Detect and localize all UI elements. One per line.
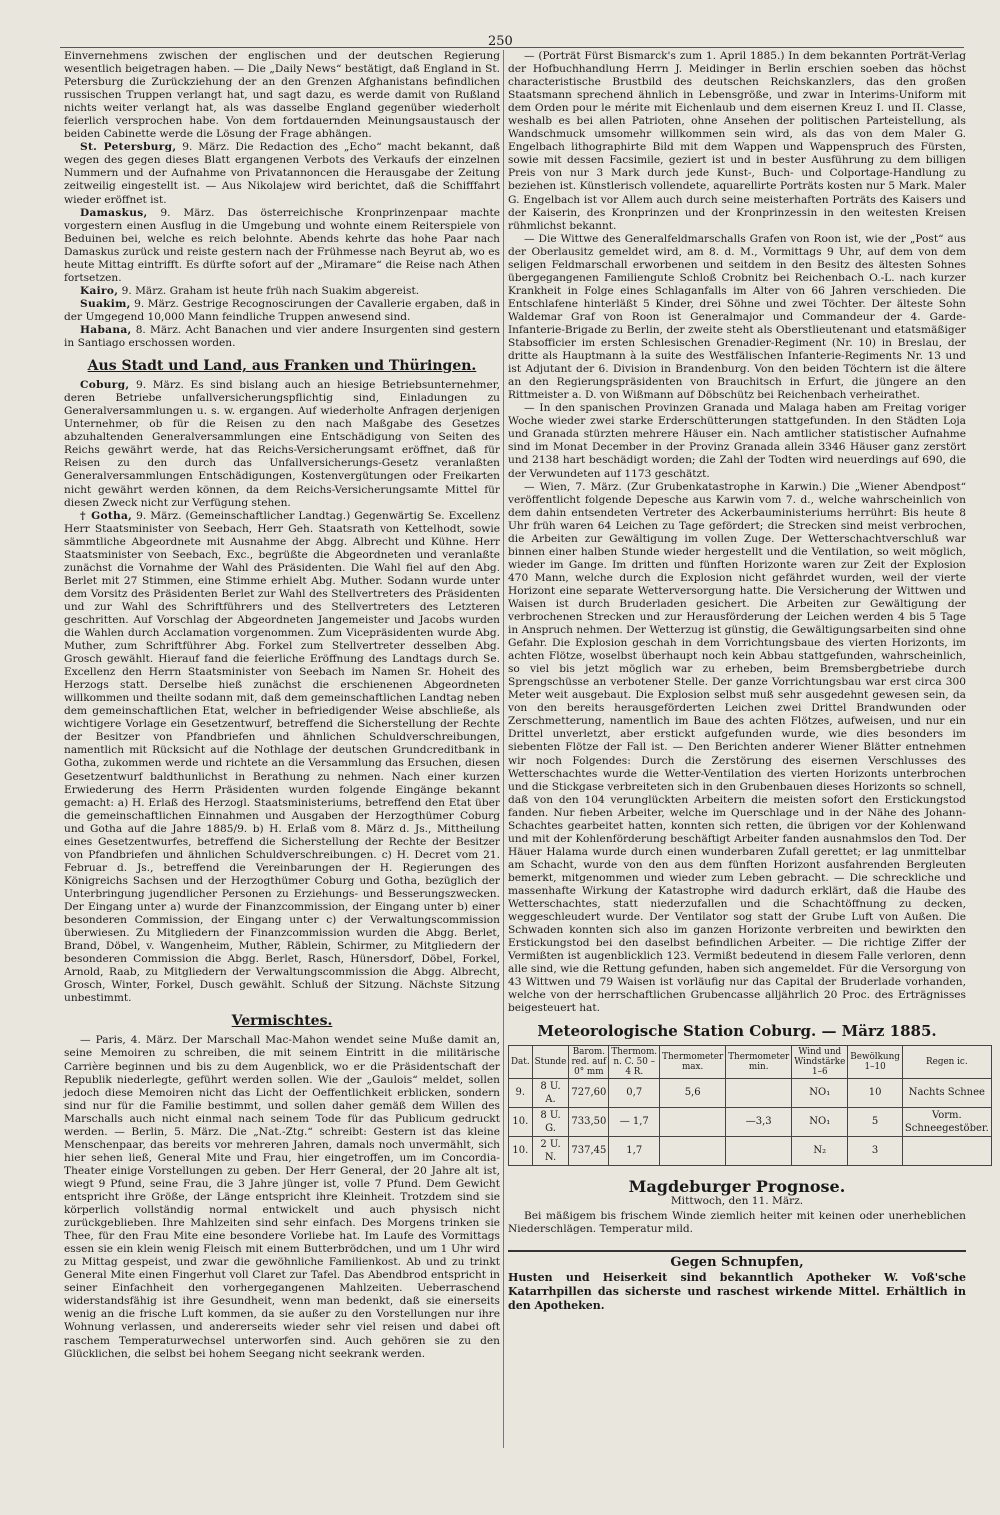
- dateline: Suakim,: [80, 297, 131, 310]
- table-cell: — 1,7: [609, 1107, 660, 1136]
- article-paragraph: — (Porträt Fürst Bismarck's zum 1. April 1885.) In dem bekannten Porträt-Verlag der Hofbuchhandlung Herrn J. Meidinger in Berlin erschien soeben das höchst characteristische Brustbild des deutschen Reichskanzlers, das den großen Staatsmann sprechend ähnlich in Lebensgröße, und zwar in Interims-Uniform mit dem Orden pour le mérite mit Eichenlaub und dem eisernen Kreuz I. und II. Classe, weshalb es bei allen Patrioten, ohne Ansehen der politischen Parteistellung, als Wandschmuck umsomehr willkommen sein wird, als das von dem Maler G. Engelbach lithographirte Bild mit dem Wappen und Wappenspruch des Fürsten, sowie mit dessen Facsimile, geziert ist und in bester Ausführung zu dem billigen Preis von nur 3 Mark durch jede Kunst-, Buch- und Colportage-Handlung zu beziehen ist. Künstlerisch vollendete, aquarellirte Porträts kosten nur 5 Mark. Maler G. Engelbach ist vor Allem auch durch seine meisterhaften Porträts des Kaisers und der Kaiserin, des Kronprinzen und der Kronprinzessin in den weitesten Kreisen rühmlichst bekannt.: [508, 50, 966, 232]
- table-row: [509, 1107, 992, 1136]
- table-cell: Nachts Schnee: [902, 1078, 991, 1107]
- article-paragraph: — In den spanischen Provinzen Granada und Malaga haben am Freitag voriger Woche wieder zwei starke Erderschütterungen stattgefunden. In den Städten Loja und Granada stürzten mehrere Häuser ein. Nach amtlicher statistischer Aufnahme sind im Monat December in der Provinz Granada allein 3346 Häuser ganz zerstört und 2138 hart beschädigt worden; die Zahl der Todten wird neuerdings auf 690, die der Verwundeten auf 1173 geschätzt.: [508, 402, 966, 480]
- article-paragraph: — Wien, 7. März. (Zur Grubenkatastrophe in Karwin.) Die „Wiener Abendpost“ veröffentlicht folgende Depesche aus Karwin vom 7. d., welche wahrscheinlich von dem dahin entsendeten Vertreter des Ackerbauministeriums herrührt: Bis heute 8 Uhr früh waren 64 Leichen zu Tage gefördert; die Strecken sind meist verbrochen, die Arbeiten zur Gewältigung im vollen Zuge. Der Wetterschachtverschluß war binnen einer halben Stunde wieder hergestellt und die Ventilation, so weit möglich, wieder im Gange. Im dritten und fünften Horizonte waren zur Zeit der Explosion 470 Mann, welche durch die Explosion nicht gefährdet wurden, weil der vierte Horizont eine separate Wetterversorgung hatte. Die Versicherung der Wittwen und Waisen ist durch Bruderladen gesichert. Die Arbeiten zur Gewältigung der verbrochenen Strecken und zur Herausförderung der Leichen werden 4 bis 5 Tage in Anspruch nehmen. Der Wetterzug ist günstig, die Gewältigungsarbeiten sind ohne Gefahr. Die Explosion geschah in dem Vorrichtungsbaue des vierten Horizonts, im achten Flötze, woselbst überhaupt noch kein Abbau stattgefunden, wahrscheinlich, so viel bis jetzt möglich war zu erheben, beim Bremsbergbetriebe durch Sprengschüsse an verbotener Stelle. Der ganze Vorrichtungsbau war erst circa 300 Meter weit ausgebaut. Die Explosion selbst muß sehr ausgedehnt gewesen sein, da von den bereits herausgeförderten Leichen zwei Drittel Brandwunden oder Zerschmetterung, namentlich im Baue des achten Flötzes, aufweisen, und nur ein Drittel unverletzt, aber erstickt aufgefunden wurde, wie dies besonders im siebenten Flötze der Fall ist. — Den Berichten anderer Wiener Blätter entnehmen wir noch Folgendes: Durch die Zerstörung des eisernen Verschlusses des Wetterschachtes wurde die Wetter-Ventilation des vierten Horizonts unterbrochen und die Stickgase verbreiteten sich in den Grubenbauen dieses Horizonts so schnell, daß von den 104 verunglückten Arbeitern die meisten sofort den Erstickungstod fanden. Nur fieben Arbeiter, welche im Querschlage und in der Nähe des Johann-Schachtes gearbeitet hatten, konnten sich retten, die übrigen vor der Kohlenwand und mit der Kohlenförderung beschäftigt Arbeiter fanden ausnahmslos den Tod. Der Häuer Halama wurde durch einen wunderbaren Zufall gerettet; er lag unmittelbar am Schacht, wurde von den aus dem fünften Horizont ausfahrenden Bergleuten bemerkt, mitgenommen und wieder zum Leben gebracht. — Die schreckliche und massenhafte Wirkung der Katastrophe wird dadurch erklärt, daß die Haube des Wetterschachtes, statt niederzufallen und die Schachtöffnung zu decken, weggeschleudert wurde. Der Ventilator sog statt der Grube Luft von Außen. Die Schwaden konnten sich also im ganzen Horizonte verbreiten und bewirkten den Erstickungstod bei den daselbst befindlichen Arbeiter. — Die richtige Ziffer der Vermißten ist augenblicklich 123. Vermißt bedeutend in diesem Falle verloren, denn alle sind, wie die Rettung gefunden, haben sich angemeldet. Für die Versorgung von 43 Wittwen und 79 Waisen ist vorläufig nur das Capital der Bruderlade vorhanden, welche von der herrschaftlichen Grubencasse alljährlich 20 Proc. des Erträgnisses beigesteuert hat.: [508, 480, 966, 1015]
- advertisement: [508, 1250, 966, 1313]
- column-header: Bewölkung 1–10: [848, 1045, 903, 1078]
- table-header-row: [509, 1045, 992, 1078]
- table-row: [509, 1136, 992, 1165]
- ad-title: Gegen Schnupfen,: [670, 1254, 804, 1270]
- left-column: [64, 50, 500, 1361]
- table-cell: 10: [848, 1078, 903, 1107]
- table-cell: 5,6: [660, 1078, 726, 1107]
- column-header: Thermometer min.: [726, 1045, 792, 1078]
- article-paragraph: Suakim, 9. März. Gestrige Recognoscirungen der Cavallerie ergaben, daß in der Umgegend 10,000 Mann feindliche Truppen anwesend sind.: [64, 297, 500, 323]
- table-cell: N₂: [792, 1136, 848, 1165]
- column-header: Dat.: [509, 1045, 533, 1078]
- dateline: Damaskus,: [80, 206, 148, 219]
- article-paragraph: Damaskus, 9. März. Das österreichische Kronprinzenpaar machte vorgestern einen Ausflug in die Umgebung und wohnte einem Reiterspiele von Beduinen bei, welche es reich belohnte. Abends kehrte das hohe Paar nach Damaskus zurück und reiste gestern nach der Frühmesse nach Beyrut ab, wo es heute Mittag eintrifft. Es dürfte sofort auf der „Miramare“ die Reise nach Athen fortsetzen.: [64, 206, 500, 284]
- weather-table: [508, 1045, 992, 1166]
- table-cell: Vorm. Schneegestöber.: [902, 1107, 991, 1136]
- dateline: Kairo,: [80, 284, 119, 297]
- table-cell: NO₁: [792, 1078, 848, 1107]
- column-header: Regen ic.: [902, 1045, 991, 1078]
- table-cell: [902, 1136, 991, 1165]
- table-cell: 737,45: [569, 1136, 609, 1165]
- article-paragraph: — Paris, 4. März. Der Marschall Mac-Mahon wendet seine Muße damit an, seine Memoiren zu schreiben, die mit seinem Eintritt in die militärische Carrière beginnen und bis zu dem Augenblick, wo er die Präsidentschaft der Republik niederlegte, geführt werden sollen. Wie der „Gaulois“ meldet, sollen jedoch diese Memoiren nicht das Licht der Oeffentlichkeit erblicken, sondern sind nur für die Familie bestimmt, und sollen daher gemäß dem Willen des Marschalls auch nicht einmal nach seinem Tode für das Publicum gedruckt werden. — Berlin, 5. März. Die „Nat.-Ztg.“ schreibt: Gestern ist das kleine Menschenpaar, das bereits vor mehreren Jahren, damals noch unvermählt, sich hier sehen ließ, General Mite und Frau, hier eingetroffen, um im Concordia-Theater einige Vorstellungen zu geben. Der Herr General, der 20 Jahre alt ist, wiegt 9 Pfund, seine Frau, die 3 Jahre jünger ist, volle 7 Pfund. Dem Gewicht entspricht ihre Größe, der Länge entspricht ihre Kleinheit. Trotzdem sind sie körperlich vollständig normal entwickelt und auch physisch nicht zurückgeblieben. Ihre Mahlzeiten sind sehr einfach. Des Morgens trinken sie Thee, für den Frau Mite eine besondere Vorliebe hat. Im Laufe des Vormittags essen sie ein klein wenig Fleisch mit einem Butterbrödchen, und um 1 Uhr wird zu Mittag gespeist, und zwar die gewöhnliche Familienkost. Ab und zu trinkt General Mite einen Fingerhut voll Claret zur Tafel. Das Abendbrod entspricht in seiner Einfachheit den vorhergegangenen Mahlzeiten. Ueberraschend widerstandsfähig ist ihre Gesundheit, wenn man bedenkt, daß sie einerseits wenig an die frische Luft kommen, da sie außer zu den Vorstellungen nur ihre Wohnung verlassen, und andererseits wieder sehr viel reisen und dabei oft raschem Temperaturwechsel unterworfen sind. Auch gehören sie zu den Glücklichen, die selbst bei hohem Seegang nicht seekrank werden.: [64, 1034, 500, 1360]
- forecast-date: Mittwoch, den 11. März.: [670, 1194, 804, 1207]
- table-cell: —3,3: [726, 1107, 792, 1136]
- page-number: 250: [488, 34, 513, 49]
- table-cell: 733,50: [569, 1107, 609, 1136]
- table-cell: [660, 1136, 726, 1165]
- forecast-title: Magdeburger Prognose.: [628, 1176, 846, 1196]
- dateline: † Gotha,: [80, 509, 133, 522]
- section-heading: Vermischtes.: [231, 1013, 333, 1030]
- table-cell: 3: [848, 1136, 903, 1165]
- article-paragraph: Coburg, 9. März. Es sind bislang auch an hiesige Betriebsunternehmer, deren Betriebe unfallversicherungspflichtig sind, Einladungen zu Generalversammlungen u. s. w. ergangen. Auf wiederholte Anfragen derjenigen Unternehmer, ob für die Reisen zu den nach Maßgabe des Gesetzes abzuhaltenden Generalversammlungen eine Entschädigung von Seiten des Reichs gewährt werde, hat das Reichs-Versicherungsamt eröffnet, daß für Reisen zu den durch das Unfallversicherungs-Gesetz veranlaßten Generalversammlungen Entschädigungen, Kostenvergütungen oder Freikarten nicht gewährt werden können, da dem Reichs-Versicherungsamte Mittel für diesen Zweck nicht zur Verfügung stehen.: [64, 379, 500, 509]
- dateline: Coburg,: [80, 379, 130, 392]
- header-rule: [60, 47, 964, 48]
- table-cell: 727,60: [569, 1078, 609, 1107]
- table-cell: [726, 1078, 792, 1107]
- article-paragraph: Einvernehmens zwischen der englischen und der deutschen Regierung wesentlich beigetragen haben. — Die „Daily News“ bestätigt, daß England in St. Petersburg die Zurückziehung der an den Grenzen Afghanistans befindlichen russischen Truppen verlangt hat, und sagt dazu, es werde damit von Rußland nichts weiter verlangt hat, als was dasselbe England gegenüber wiederholt feierlich versprochen habe. Von dem fortdauernden Meinungsaustausch der beiden Cabinette werde die Lösung der Frage abhängen.: [64, 50, 500, 141]
- article-paragraph: † Gotha, 9. März. (Gemeinschaftlicher Landtag.) Gegenwärtig Se. Excellenz Herr Staatsminister von Seebach, Herr Geh. Staatsrath von Kettelhodt, sowie sämmtliche Abgeordnete mit Ausnahme der Abgg. Albrecht und Kühne. Herr Staatsminister von Seebach, Exc., begrüßte die Abgeordneten und veranlaßte zunächst die Vornahme der Wahl des Präsidenten. Die Wahl fiel auf den Abg. Berlet mit 27 Stimmen, eine Stimme erhielt Abg. Muther. Sodann wurde unter dem Vorsitz des Präsidenten Berlet zur Wahl des Stellvertreters des Präsidenten und zur Wahl des Schriftführers und des Stellvertreters des Letzteren geschritten. Auf Vorschlag der Abgeordneten Jangemeister und Jacobs wurden die Wahlen durch Acclamation vorgenommen. Zum Vicepräsidenten wurde Abg. Muther, zum Schriftführer Abg. Forkel zum Stellvertreter desselben Abg. Grosch gewählt. Hierauf fand die feierliche Eröffnung des Landtags durch Se. Excellenz den Herrn Staatsminister von Seebach im Namen Sr. Hoheit des Herzogs statt. Derselbe hieß zunächst die erschienenen Abgeordneten willkommen und theilte sodann mit, daß dem gemeinschaftlichen Landtag neben dem gemeinschaftlichen Etat, welcher in befriedigender Weise abschließe, als wichtigere Vorlage ein Gesetzentwurf, betreffend die Sicherstellung der Rechte der Besitzer von Pfandbriefen und ähnlichen Schuldverschreibungen, namentlich mit Rücksicht auf die Nothlage der deutschen Grundcreditbank in Gotha, zukommen werde und richtete an die Versammlung das Ersuchen, diesen Gesetzentwurf baldthunlichst in Berathung zu nehmen. Nach einer kurzen Erwiederung des Herrn Präsidenten wurden folgende Eingänge bekannt gemacht: a) H. Erlaß des Herzogl. Staatsministeriums, betreffend den Etat über die gemeinschaftlichen Einnahmen und Ausgaben der Herzogthümer Coburg und Gotha auf die Jahre 1885/9. b) H. Erlaß vom 8. März d. Js., Mittheilung eines Gesetzentwurfes, betreffend die Sicherstellung der Rechte der Besitzer von Pfandbriefen und ähnlichen Schuldverschreibungen. c) H. Decret vom 21. Februar d. Js., betreffend die Vereinbarungen der H. Regierungen des Königreichs Sachsen und der Herzogthümer Coburg und Gotha, bezüglich der Unterbringung jugendlicher Personen zu Erziehungs- und Besserungszwecken. Der Eingang unter a) wurde der Finanzcommission, der Eingang unter b) einer besonderen Commission, der Eingang unter c) der Verwaltungscommission überwiesen. Zu Mitgliedern der Finanzcommission wurden die Abgg. Berlet, Brand, Döbel, v. Wangenheim, Muther, Räblein, Schirmer, zu Mitgliedern der besonderen Commission die Abgg. Berlet, Rasch, Hünersdorf, Döbel, Forkel, Arnold, Raab, zu Mitgliedern der Verwaltungscommission die Abgg. Albrecht, Grosch, Winter, Forkel, Dusch gewählt. Schluß der Sitzung. Nächste Sitzung unbestimmt.: [64, 509, 500, 1005]
- table-cell: 9.: [509, 1078, 533, 1107]
- weather-table-title: Meteorologische Station Coburg. — März 1885.: [537, 1022, 937, 1041]
- table-cell: 8 U. G.: [532, 1107, 569, 1136]
- ad-text: Husten und Heiserkeit sind bekanntlich Apotheker W. Voß'sche Katarrhpillen das sicherste und raschest wirkende Mittel. Erhältlich in den Apotheken.: [508, 1271, 966, 1313]
- article-paragraph: Kairo, 9. März. Graham ist heute früh nach Suakim abgereist.: [80, 284, 420, 297]
- forecast-text: Bei mäßigem bis frischem Winde ziemlich heiter mit keinen oder unerheblichen Niederschlägen. Temperatur mild.: [508, 1209, 966, 1235]
- column-divider: [503, 50, 504, 1448]
- column-header: Stunde: [532, 1045, 569, 1078]
- table-cell: [726, 1136, 792, 1165]
- table-cell: 1,7: [609, 1136, 660, 1165]
- article-paragraph: Habana, 8. März. Acht Banachen und vier andere Insurgenten sind gestern in Santiago erschossen worden.: [64, 323, 500, 350]
- table-cell: 0,7: [609, 1078, 660, 1107]
- table-cell: 5: [848, 1107, 903, 1136]
- table-row: [509, 1078, 992, 1107]
- article-paragraph: St. Petersburg, 9. März. Die Redaction des „Echo“ macht bekannt, daß wegen des gegen dieses Blatt ergangenen Verbots des Verkaufs der einzelnen Nummern und der Aufnahme von Privatannoncen die Herausgabe der Zeitung zeitweilig eingestellt ist. — Aus Nikolajew wird berichtet, daß die Schifffahrt wieder eröffnet ist.: [64, 141, 500, 206]
- table-cell: [660, 1107, 726, 1136]
- right-column: [508, 50, 989, 1313]
- table-cell: NO₁: [792, 1107, 848, 1136]
- table-cell: 8 U. A.: [532, 1078, 569, 1107]
- article-paragraph: — Die Wittwe des Generalfeldmarschalls Grafen von Roon ist, wie der „Post“ aus der Oberlausitz gemeldet wird, am 8. d. M., Vormittags 9 Uhr, auf dem von dem seligen Feldmarschall erworbenen und seitdem in den Besitz des ältesten Sohnes übergegangenen Familiengute Schloß Crobnitz bei Reichenbach O.-L. nach kurzer Krankheit in Folge eines Schlaganfalls im Alter von 66 Jahren verschieden. Die Entschlafene hinterläßt 5 Kinder, drei Söhne und zwei Töchter. Der älteste Sohn Waldemar Graf von Roon ist Generalmajor und Commandeur der 4. Garde-Infanterie-Brigade zu Berlin, der zweite steht als Oberstlieutenant und etatsmäßiger Stabsofficier im ersten Schlesischen Grenadier-Regiment (Nr. 10) in Breslau, der dritte als Hauptmann à la suite des Westfälischen Infanterie-Regiments Nr. 13 und ist Adjutant der 6. Division in Brandenburg. Von den beiden Töchtern ist die ältere an den Regierungspräsidenten von Brauchitsch in Erfurt, die jüngere an den Rittmeister a. D. von Wißmann auf Döbschütz bei Reichenbach verheirathet.: [508, 232, 966, 402]
- column-header: Thermometer max.: [660, 1045, 726, 1078]
- table-cell: 2 U. N.: [532, 1136, 569, 1165]
- column-header: Barom. red. auf 0° mm: [569, 1045, 609, 1078]
- dateline: Habana,: [80, 323, 132, 336]
- section-heading: Aus Stadt und Land, aus Franken und Thüringen.: [87, 358, 477, 375]
- table-cell: 10.: [509, 1136, 533, 1165]
- dateline: St. Petersburg,: [80, 141, 177, 154]
- column-header: Thermom. n. C. 50 – 4 R.: [609, 1045, 660, 1078]
- column-header: Wind und Windstärke 1–6: [792, 1045, 848, 1078]
- table-cell: 10.: [509, 1107, 533, 1136]
